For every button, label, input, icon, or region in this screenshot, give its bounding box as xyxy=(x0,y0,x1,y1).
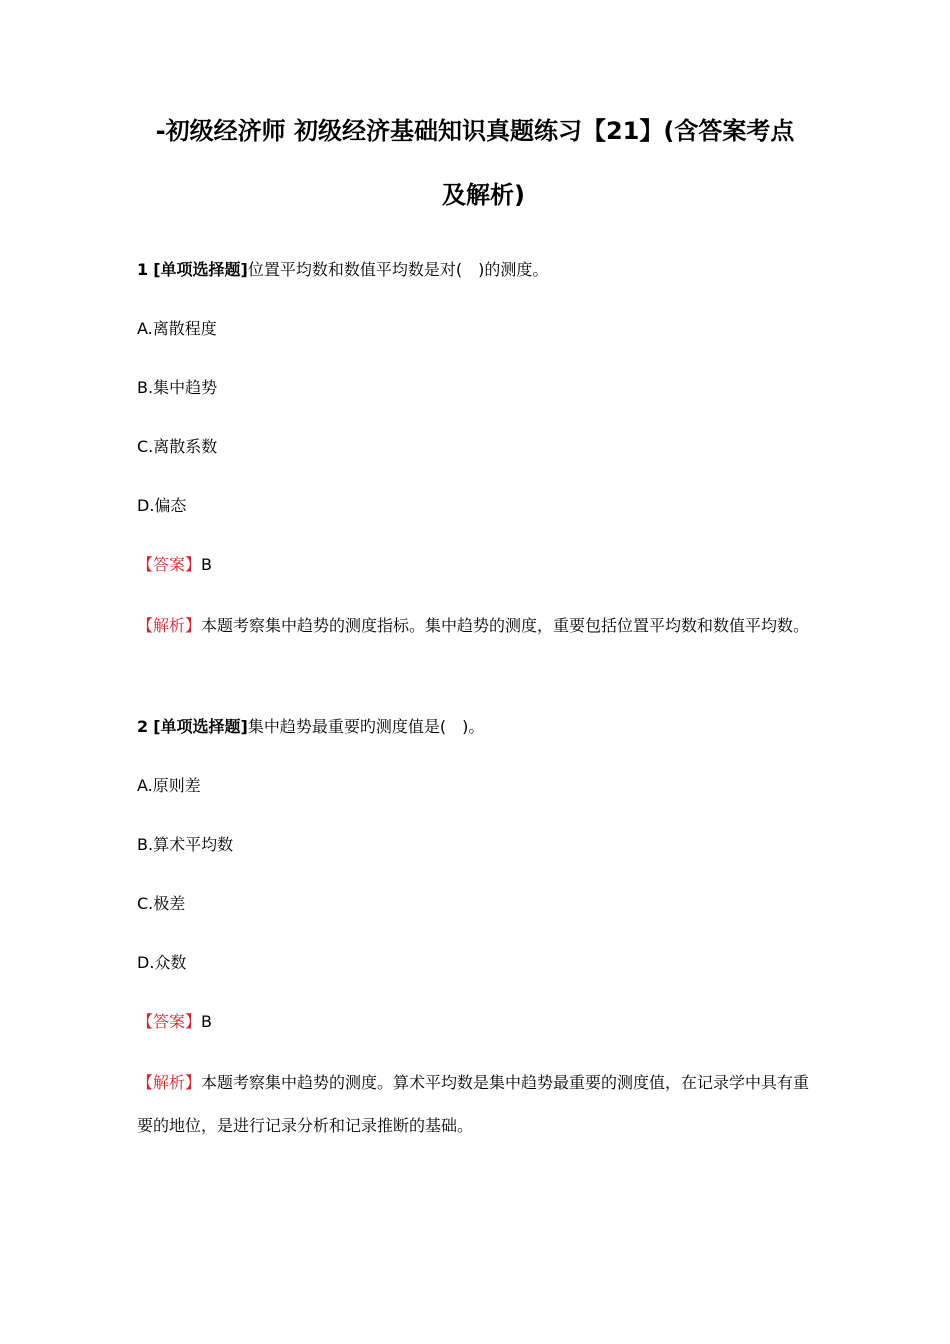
answer-label: 【答案】 xyxy=(137,1012,202,1031)
question-2-option-d: D.众数 xyxy=(137,953,187,972)
answer-value: B xyxy=(201,555,212,574)
question-2-option-b: B.算术平均数 xyxy=(137,835,234,854)
question-number: 2 xyxy=(137,717,149,736)
question-2-analysis xyxy=(137,1061,813,1147)
question-2-option-a: A.原则差 xyxy=(137,776,201,795)
analysis-label: 【解析】 xyxy=(137,1073,202,1092)
question-type: [单项选择题] xyxy=(153,260,248,279)
analysis-text: 本题考察集中趋势的测度。算术平均数是集中趋势最重要的测度值，在记录学中具有重要的地位，是进行记录分析和记录推断的基础。 xyxy=(137,1073,810,1135)
question-1-option-b: B.集中趋势 xyxy=(137,378,218,397)
question-1-stem xyxy=(137,259,548,281)
question-1-answer xyxy=(137,554,212,576)
analysis-label: 【解析】 xyxy=(137,616,202,635)
question-text: 集中趋势最重要旳测度值是( )。 xyxy=(247,717,485,736)
question-type: [单项选择题] xyxy=(153,717,248,736)
question-1-option-c: C.离散系数 xyxy=(137,437,218,456)
question-2-answer xyxy=(137,1011,212,1033)
question-2-option-c: C.极差 xyxy=(137,894,186,913)
question-1-option-d: D.偏态 xyxy=(137,496,187,515)
analysis-text: 本题考察集中趋势的测度指标。集中趋势的测度，重要包括位置平均数和数值平均数。 xyxy=(201,616,810,635)
answer-label: 【答案】 xyxy=(137,555,202,574)
question-number: 1 xyxy=(137,260,149,279)
question-text: 位置平均数和数值平均数是对( )的测度。 xyxy=(247,260,549,279)
question-2-stem xyxy=(137,716,484,738)
question-1-analysis xyxy=(137,604,813,647)
question-1-option-a: A.离散程度 xyxy=(137,319,217,338)
document-title-line-2: 及解析) xyxy=(442,181,525,209)
document-title-line-1: -初级经济师 初级经济基础知识真题练习【21】(含答案考点 xyxy=(155,117,795,145)
answer-value: B xyxy=(201,1012,212,1031)
